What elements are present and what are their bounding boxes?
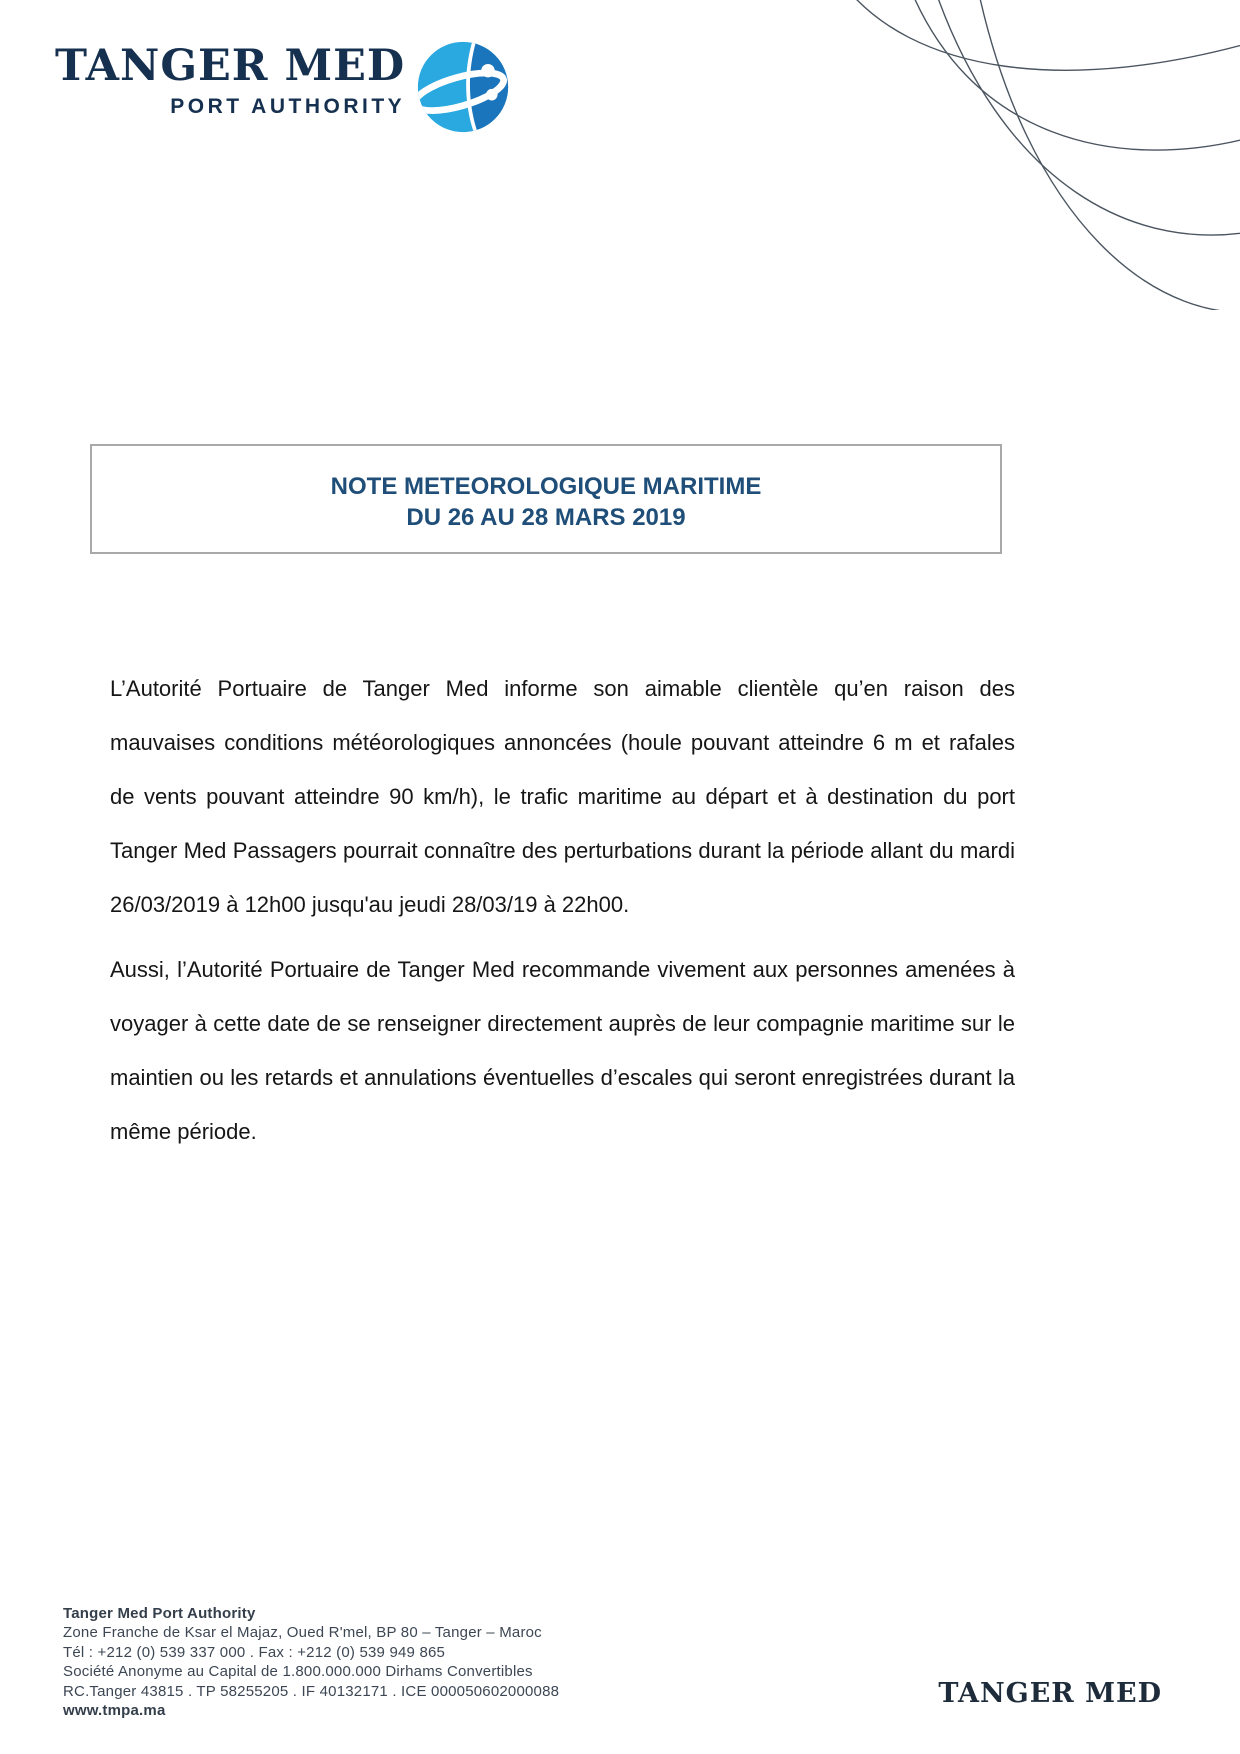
footer-company-name: Tanger Med Port Authority: [63, 1605, 256, 1622]
tanger-med-globe-icon: [415, 39, 511, 135]
paragraph-weather-warning: L’Autorité Portuaire de Tanger Med informe son aimable clientèle qu’en raison des mauvaises conditions météorologiques annoncées (houle pouvant atteindre 6 m et rafales de vents pouvant atteindre 90 km/h), le trafic maritime au départ et à destination du port Tanger Med Passagers pourrait connaître des perturbations durant la période allant du mardi 26/03/2019 à 12h00 jusqu'au jeudi 28/03/19 à 22h00.: [110, 676, 1015, 917]
footer-registration: RC.Tanger 43815 . TP 58255205 . IF 40132171 . ICE 000050602000088: [63, 1682, 560, 1700]
paragraph-recommendation: Aussi, l’Autorité Portuaire de Tanger Med recommande vivement aux personnes amenées à voyager à cette date de se renseigner directement auprès de leur compagnie maritime sur le maintien ou les retards et annulations éventuelles d’escales qui seront enregistrées durant la même période.: [110, 957, 1015, 1144]
footer-phone-fax: Tél : +212 (0) 539 337 000 . Fax : +212 (0) 539 949 865: [63, 1643, 446, 1661]
note-title-line1: NOTE METEOROLOGIQUE MARITIME: [330, 473, 762, 500]
logo-title: TANGER MED: [55, 41, 406, 91]
header-logo: [55, 41, 511, 135]
footer-website: www.tmpa.ma: [63, 1702, 166, 1720]
note-title-line2: DU 26 AU 28 MARS 2019: [406, 504, 686, 531]
note-body: [110, 662, 1015, 1159]
note-title-box: [90, 444, 1002, 554]
footer-capital: Société Anonyme au Capital de 1.800.000.000 Dirhams Convertibles: [63, 1663, 533, 1681]
logo-text: [55, 41, 406, 118]
footer-info: [63, 1604, 559, 1720]
logo-subtitle: PORT AUTHORITY: [170, 95, 406, 118]
footer-wordmark: TANGER MED: [938, 1678, 1162, 1709]
decorative-arcs: [800, 0, 1240, 310]
footer-address: Zone Franche de Ksar el Majaz, Oued R'mel, BP 80 – Tanger – Maroc: [63, 1624, 542, 1642]
